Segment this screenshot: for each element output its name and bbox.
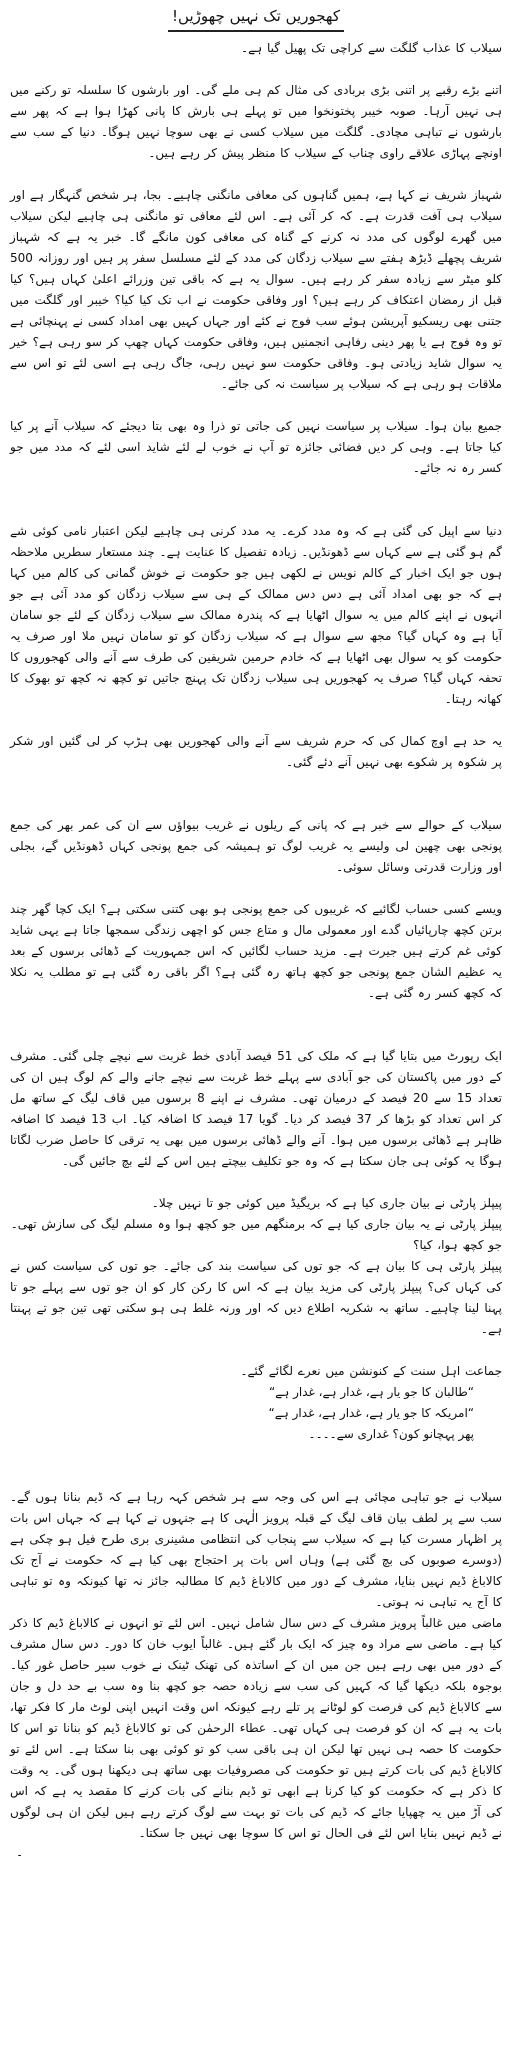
spacer — [10, 164, 502, 185]
paragraph-12: جو کچھ ہوا، کیا؟ — [413, 1238, 502, 1252]
article-title: کھجوریں تک نہیں چھوڑیں! — [168, 4, 344, 32]
spacer — [10, 1340, 502, 1361]
paragraph-4: جمیع بیان ہوا۔ سیلاب پر سیاست نہیں کی جاتی تو ذرا وہ بھی بتا دیجئے کہ سیلاب آنے پر کیا کیا جاتا ہے۔ وہی کر دیں فضائی جائزہ تو آپ نے خوب لے لئے شاید اسی لئے کہ مدد میں جو کسر رہ نہ جائے۔ — [10, 419, 502, 475]
paragraph-15: سیلاب نے جو تباہی مچائی ہے اس کی وجہ سے ہر شخص کہہ رہا ہے کہ ڈیم بنانا ہوں گے۔ سب سے پر لطف بیان قاف لیگ کے قبلہ پرویز الٰہی کا ہے جنہوں نے کہا ہے کہ جہاں اس بات پر اظہار مسرت کیا ہے کہ سیلاب سے پنجاب کی انتظامی مشینری بری طرح فیل ہو چکی ہے (دوسرے صوبوں کی بچ گئی ہے) وہاں اس بات پر احتجاج بھی کیا ہے کہ حکومت نے آج تک کالاباغ ڈیم نہیں بنایا، مشرف کے دور میں کالاباغ ڈیم کا مطالبہ جائز نہ تھا کیونکہ وہ تو تباہی کا آج یہ تباہی نہ ہوتی۔ — [10, 1490, 502, 1609]
spacer — [10, 59, 502, 80]
spacer — [10, 1025, 502, 1046]
spacer — [10, 395, 502, 416]
spacer — [10, 1445, 502, 1466]
paragraph-1: سیلاب کا عذاب گلگت سے کراچی تک پھیل گیا ہے۔ — [241, 41, 502, 55]
slogan-3: پھر پہچانو کون؟ غداری سے۔۔۔۔ — [308, 1427, 474, 1441]
paragraph-10: پیپلز پارٹی نے بیان جاری کیا ہے کہ بریگیڈ میں کوئی جو تا نہیں چلا۔ — [151, 1196, 502, 1210]
spacer — [10, 878, 502, 899]
paragraph-6: یہ حد ہے اوچ کمال کی کہ حرم شریف سے آنے والی کھجوریں بھی ہڑپ کر لی گئیں اور شکر پر شکوہ پر شکوے بھی نہیں آنے دئے گئی۔ — [10, 734, 502, 769]
paragraph-9: ایک رپورٹ میں بتایا گیا ہے کہ ملک کی 51 فیصد آبادی خط غربت سے نیچے چلی گئی۔ مشرف کے دور میں پاکستان کی جو آبادی سے پہلے خط غربت سے نیچے جانے والے کم لوگ ہیں ان کی تعداد 15 سے 20 فیصد کے درمیان تھی۔ مشرف نے اپنے 8 برسوں میں قاف لیگ کے ساتھ مل کر اس تعداد کو بڑھا کر 37 فیصد کر دیا۔ گویا 17 فیصد کا اضافہ کیا۔ اب 13 فیصد کا اضافہ ظاہر ہے ڈھائی برسوں میں ہوا۔ آنے والے ڈھائی برسوں میں بھی یہ ترقی کا حاصل ضرب لگاتا ہوگا یہ کوئی ہی جان سکتا ہے کہ وہ جو تکلیف بیچتے ہیں اس کے لئے بچ جائیں گی۔ — [10, 1049, 503, 1168]
spacer — [10, 1172, 502, 1193]
spacer — [10, 773, 502, 794]
slogan-2: “امریکہ کا جو یار ہے، غدار ہے، غدار ہے“ — [268, 1406, 474, 1420]
paragraph-5: دنیا سے اپیل کی گئی ہے کہ وہ مدد کرے۔ یہ مدد کرنی ہی چاہیے لیکن اعتبار نامی کوئی شے گم ہو گئی ہے سے کہاں سے ڈھونڈیں۔ زیادہ تفصیل کا عنایت ہے۔ چند مستعار سطریں ملاحظہ ہوں جو ایک اخبار کے کالم نویس نے لکھی ہیں جو حکومت نے خوش گمانی کی کالم میں کہا ہے کہ جو بھی امداد آئی ہے دس دس ممالک کے ہی سے سیلاب زدگان کو مدد آئی ہے جو انہوں نے اپنے کالم میں یہ سوال اٹھایا ہے کہ پندرہ ممالک سے سیلاب زدگان کے لئے جو سامان آیا ہے وہ کہاں گیا؟ مجھ سے سوال ہے کہ سیلاب زدگان کو تو سامان نہیں ملا اور صرف یہ حکومت کو یہ سوال بھی اٹھایا ہے کہ خادم حرمین شریفین کی طرف سے آنے والی کھجوروں کا تحفہ کہاں گیا؟ صرف یہ کھجوریں ہی سیلاب زدگان تک پہنچ جاتیں تو کچھ نہ کچھ تو بھوک کا کھانہ رہتا۔ — [10, 524, 502, 706]
end-mark: ۔ — [16, 1845, 24, 1859]
paragraph-7: سیلاب کے حوالے سے خبر ہے کہ پانی کے ریلوں نے غریب بیواؤں سے ان کی عمر بھر کی جمع پونجی بھی چھین لی ولیسے یہ غریب لوگ تو ہمیشہ کی جمع پونجی کہاں ڈھونڈیں گے، بجلی اور وزارت قدرتی وسائل سوئی۔ — [10, 818, 502, 874]
spacer — [10, 479, 502, 500]
paragraph-16: ماضی میں غالباً پرویز مشرف کے دس سال شامل نہیں۔ اس لئے تو انہوں نے کالاباغ ڈیم کا ذکر کیا ہے۔ ماضی سے مراد وہ چیز کہ ایک بار گئے ہیں۔ غالباً ایوب خان کا دور۔ دس سال مشرف کے دور میں بھی رہے ہیں جن میں ان کے اساتذہ کی تھنک ٹینک نے خوب سیر حاصل غور کیا۔ بوجوہ بلکہ دیکھا گیا کہ کہیں کی سب سے زیادہ حصہ جو کچھ بنا وہ سب بے حد دل و جان سے کالاباغ ڈیم کی فرصت کو لوٹانے پر تلے رہے کیونکہ اس وقت انہیں اپنی لوٹ مار کا فکر تھا، بات یہ ہے کہ ان کو فرصت ہی کہاں تھی۔ عطاء الرحمٰن کی تو کالاباغ ڈیم کو بنانا تو اس کا حکومت کا حصہ ہی نہیں تھا لیکن ان ہی باقی سب کو تو کوئی بھی بنا سکتا ہے۔ اس لئے تو کالاباغ ڈیم کی بات کرتے ہیں تو حکومت کی مصروفیات بھی ساتھ ہی دیکھنا ہوں گی۔ یہ وقت کا ذکر ہے کہ حکومت کو کیا کرنا ہے ابھی تو ڈیم بنانے کی بات کرنے کا مقصد یہ ہے کہ اس کی آڑ میں یہ چھپایا جائے کہ ڈیم کی بات تو بہت سے لوگ کرتے رہے ہیں لیکن ان ہی لوگوں نے ڈیم نہیں بنایا اس لئے فی الحال تو اس کا سوچا بھی نہیں جا سکتا۔ — [10, 1616, 502, 1840]
paragraph-3: شہباز شریف نے کہا ہے، ہمیں گناہوں کی معافی مانگنی چاہیے۔ بجا، ہر شخص گنہگار ہے اور سیلاب ہی آفت قدرت ہے۔ کہ کر آئی ہے۔ اس لئے معافی تو مانگنی ہی چاہیے لیکن سیلاب میں گھرے لوگوں کی مدد نہ کرنے کے گناہ کی معافی کون مانگے گا۔ خبر یہ ہے کہ شہباز شریف پچھلے ڈیڑھ ہفتے سے سیلاب زدگان کی مدد کے لئے مسلسل سفر پر ہیں اور روزانہ 500 کلو میٹر سے زیادہ سفر کر رہے ہیں۔ سوال یہ ہے کہ باقی تین وزرائے اعلیٰ کہاں ہیں؟ کیا قبل از رمضان اعتکاف کر رہے ہیں؟ اور وفاقی حکومت نے اب تک کیا کیا؟ خیبر اور گلگت میں جتنی بھی ریسکیو آپریشن ہوئے سب فوج نے کئے اور جہاں کہیں بھی امداد کسی نے پہنچائی ہے تو وہ فوج ہے یا پھر دینی رفاہی انجمنیں ہیں، وفاقی حکومت کہاں چھپ کر سو رہی ہے؟ خیر یہ سوال شاید زیادتی ہو۔ وفاقی حکومت سو نہیں رہی، جاگ رہی ہے اسی لئے تو اس سے ملاقات ہو رہی ہے کہ سیلاب پر سیاست نہ کی جائے۔ — [10, 188, 502, 391]
slogan-1: “طالبان کا جو یار ہے، غدار ہے، غدار ہے“ — [268, 1385, 474, 1399]
spacer — [10, 710, 502, 731]
paragraph-11: پیپلز پارٹی نے یہ بیان جاری کیا ہے کہ برمنگھم میں جو کچھ ہوا وہ مسلم لیگ کی سازش تھی۔ — [10, 1217, 502, 1231]
slogan-list — [10, 1382, 502, 1445]
paragraph-13: پیپلز پارٹی ہی کا بیان ہے کہ جو توں کی سیاست بند کی جائے۔ جو توں کی سیاست کس نے کی کہاں کی؟ پیپلز پارٹی کی مزید بیان ہے کہ اس کا رکن کار کو ان جو توں سے پہلے جو تا پہنا لینا چاہیے۔ ساتھ بہ شکریہ اطلاع دیں کہ اور ورنہ غلط ہی ہو سکتی تھی تین جو تے پہنتا ہے۔ — [10, 1259, 502, 1336]
paragraph-14: جماعت اہل سنت کے کنونشن میں نعرے لگائے گئے۔ — [240, 1364, 502, 1378]
paragraph-2: اتنے بڑے رقبے پر اتنی بڑی بربادی کی مثال کم ہی ملے گی۔ اور بارشوں کا سلسلہ تو رکنے میں ہی نہیں آرہا۔ صوبہ خیبر پختونخوا میں تو پہلے ہی بارش کا پانی کھڑا ہوا ہے کہ پھر سے بارشوں نے تباہی مچادی۔ گلگت میں سیلاب کسی نے بھی سوچا نہیں ہوگا۔ دنیا کے سب سے اونچے پہاڑی علاقے راوی چناب کے سیلاب کا منظر پیش کر رہے ہیں۔ — [10, 83, 502, 160]
spacer — [10, 500, 502, 521]
spacer — [10, 794, 502, 815]
title-area — [10, 4, 502, 38]
spacer — [10, 1466, 502, 1487]
paragraph-8: ویسے کسی حساب لگائیے کہ غریبوں کی جمع پونجی ہو بھی کتنی سکتی ہے؟ ایک کچا گھر چند برتن کچھ چارپائیاں گدے اور معمولی مال و متاع جس کو اچھی زندگی سمجھا جاتا ہے یہی شاید کوئی غم کرتے ہیں جیرت ہے۔ مزید حساب لگائیں کہ اس جمہوریت کے ڈھائی برسوں کے بعد یہ عظیم الشان جمع پونجی جو کچھ ہاتھ رہ گئی ہے؟ اگر باقی رہ گئی ہے تو مطلب یہ نکلا کہ کچھ کسر رہ گئی ہے۔ — [10, 902, 502, 1000]
spacer — [10, 1004, 502, 1025]
